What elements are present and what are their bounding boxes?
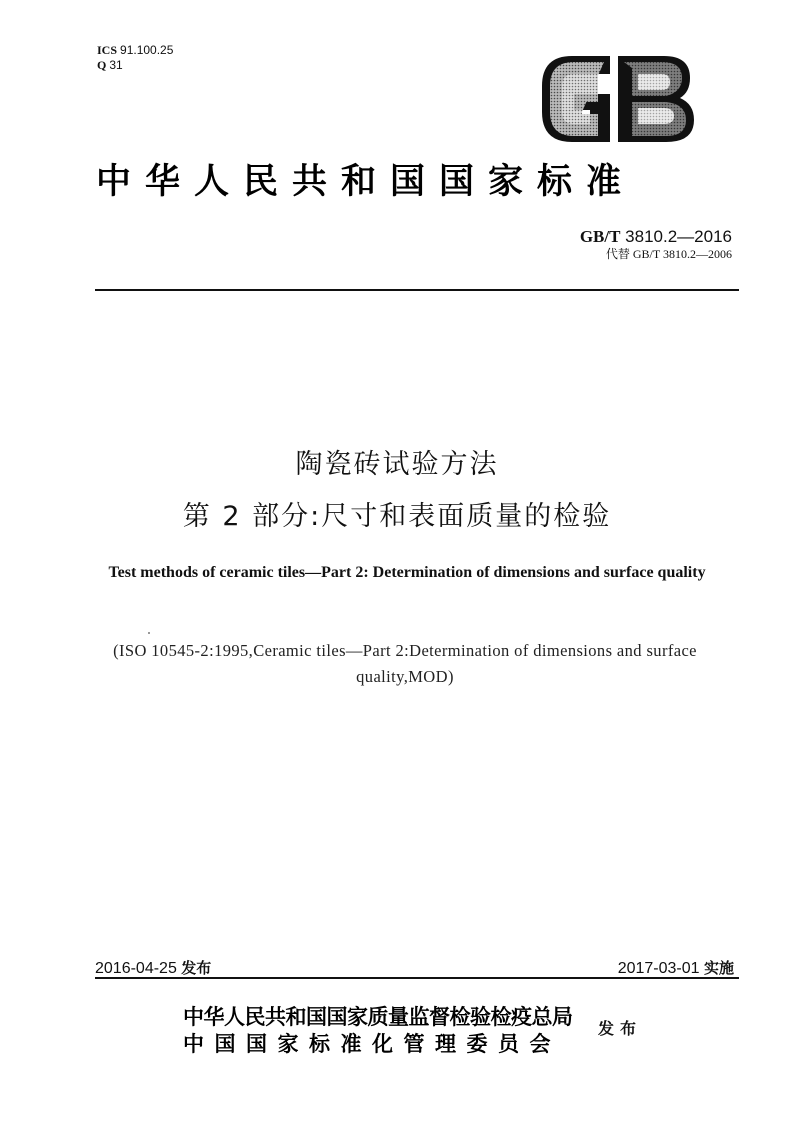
issuer-aqsiq: 中华人民共和国国家质量监督检验检疫总局 (183, 1004, 573, 1029)
ics-label: ICS (97, 43, 118, 57)
gb-logo-icon (538, 52, 698, 146)
replaces-standard: 代替 GB/T 3810.2—2006 (605, 247, 732, 261)
issuer-sac: 中国国家标准化管理委员会 (183, 1031, 561, 1056)
ccs-code: 31 (109, 58, 123, 72)
title-cn-line1: 陶瓷砖试验方法 (295, 449, 499, 480)
issue-date-block (95, 957, 211, 978)
title-en: Test methods of ceramic tiles—Part 2: Determination of dimensions and surface quality (108, 564, 706, 581)
effective-date-block (618, 957, 734, 978)
effective-date: 2017-03-01 (617, 960, 700, 977)
title-cn-line2: 第 2 部分:尺寸和表面质量的检验 (182, 501, 612, 532)
footer-divider (95, 977, 739, 979)
stray-mark (148, 632, 150, 634)
effective-label: 实施 (703, 959, 734, 977)
standard-prefix: GB/T (579, 227, 621, 246)
issue-date: 2016-04-25 (95, 960, 177, 977)
standard-number: 3810.2—2016 (625, 227, 732, 246)
publish-label: 发布 (598, 1019, 643, 1038)
ics-code: 91.100.25 (120, 43, 174, 57)
classification-codes (97, 43, 173, 73)
ccs-label: Q (97, 58, 107, 72)
standard-number-block (580, 227, 732, 262)
iso-reference: (ISO 10545-2:1995,Ceramic tiles—Part 2:Determination of dimensions and surface quality,MOD) (113, 641, 697, 686)
issuing-authorities (183, 1003, 573, 1057)
issue-label: 发布 (181, 959, 212, 977)
national-standard-title: 中华人民共和国国家标准 (96, 161, 636, 202)
header-divider (95, 289, 739, 291)
